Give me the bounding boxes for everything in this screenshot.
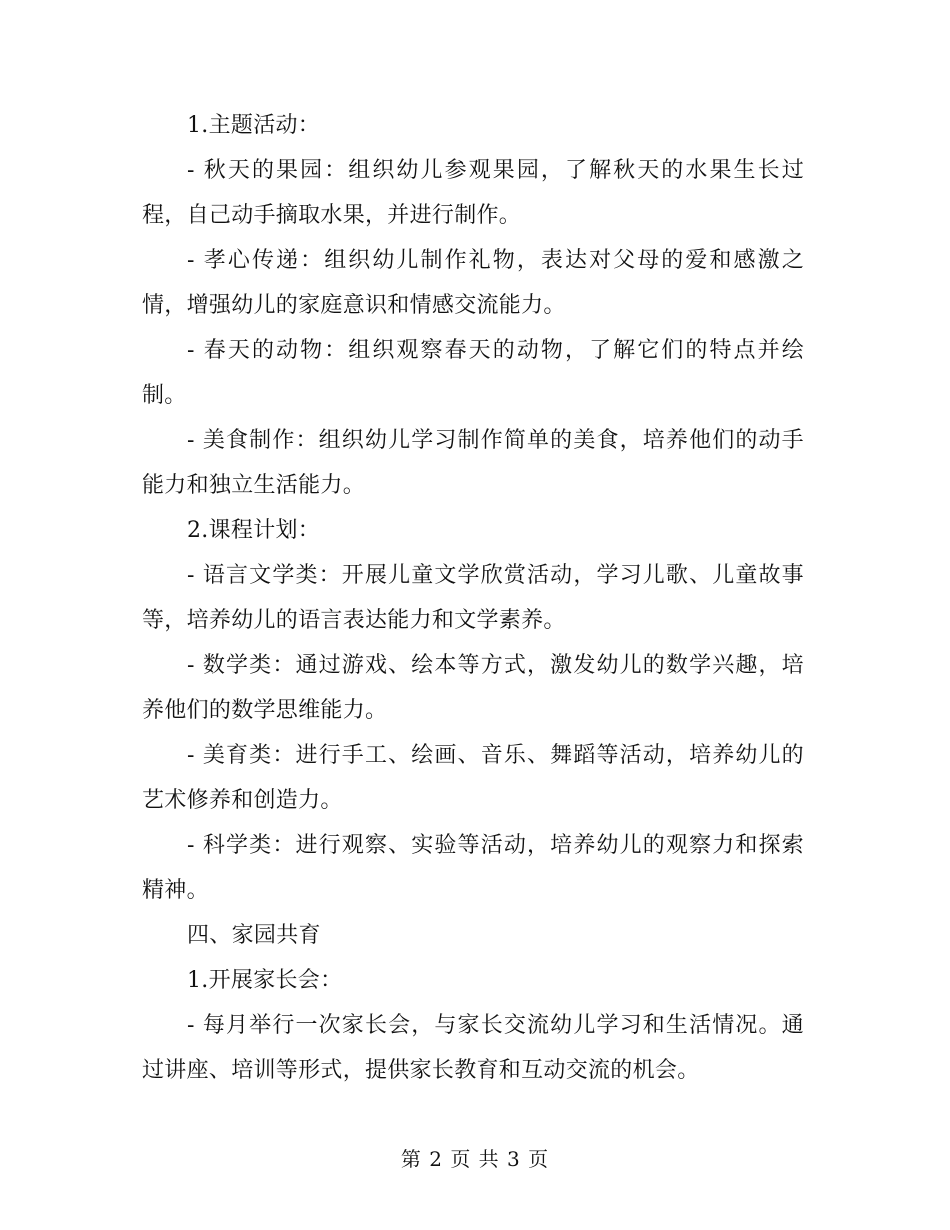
page-footer: 第 2 页 共 3 页	[400, 1147, 550, 1171]
paragraph: - 科学类：进行观察、实验等活动，培养幼儿的观察力和探索精神。	[142, 833, 804, 903]
paragraph: 2.课程计划：	[187, 518, 321, 543]
paragraph: 1.主题活动：	[187, 113, 321, 138]
section-heading: 四、家园共育	[187, 923, 321, 948]
paragraph: - 孝心传递：组织幼儿制作礼物，表达对父母的爱和感激之情，增强幼儿的家庭意识和情感交流能力。	[142, 248, 804, 318]
paragraph: - 春天的动物：组织观察春天的动物，了解它们的特点并绘制。	[142, 338, 804, 408]
document-body	[142, 103, 804, 1093]
paragraph: 1.开展家长会：	[187, 968, 343, 993]
paragraph: - 语言文学类：开展儿童文学欣赏活动，学习儿歌、儿童故事等，培养幼儿的语言表达能力和文学素养。	[142, 563, 804, 633]
paragraph: - 每月举行一次家长会，与家长交流幼儿学习和生活情况。通过讲座、培训等形式，提供家长教育和互动交流的机会。	[142, 1013, 804, 1083]
paragraph: - 数学类：通过游戏、绘本等方式，激发幼儿的数学兴趣，培养他们的数学思维能力。	[142, 653, 804, 723]
paragraph: - 美育类：进行手工、绘画、音乐、舞蹈等活动，培养幼儿的艺术修养和创造力。	[142, 743, 804, 813]
paragraph: - 秋天的果园：组织幼儿参观果园，了解秋天的水果生长过程，自己动手摘取水果，并进行制作。	[142, 158, 804, 228]
paragraph: - 美食制作：组织幼儿学习制作简单的美食，培养他们的动手能力和独立生活能力。	[142, 428, 804, 498]
